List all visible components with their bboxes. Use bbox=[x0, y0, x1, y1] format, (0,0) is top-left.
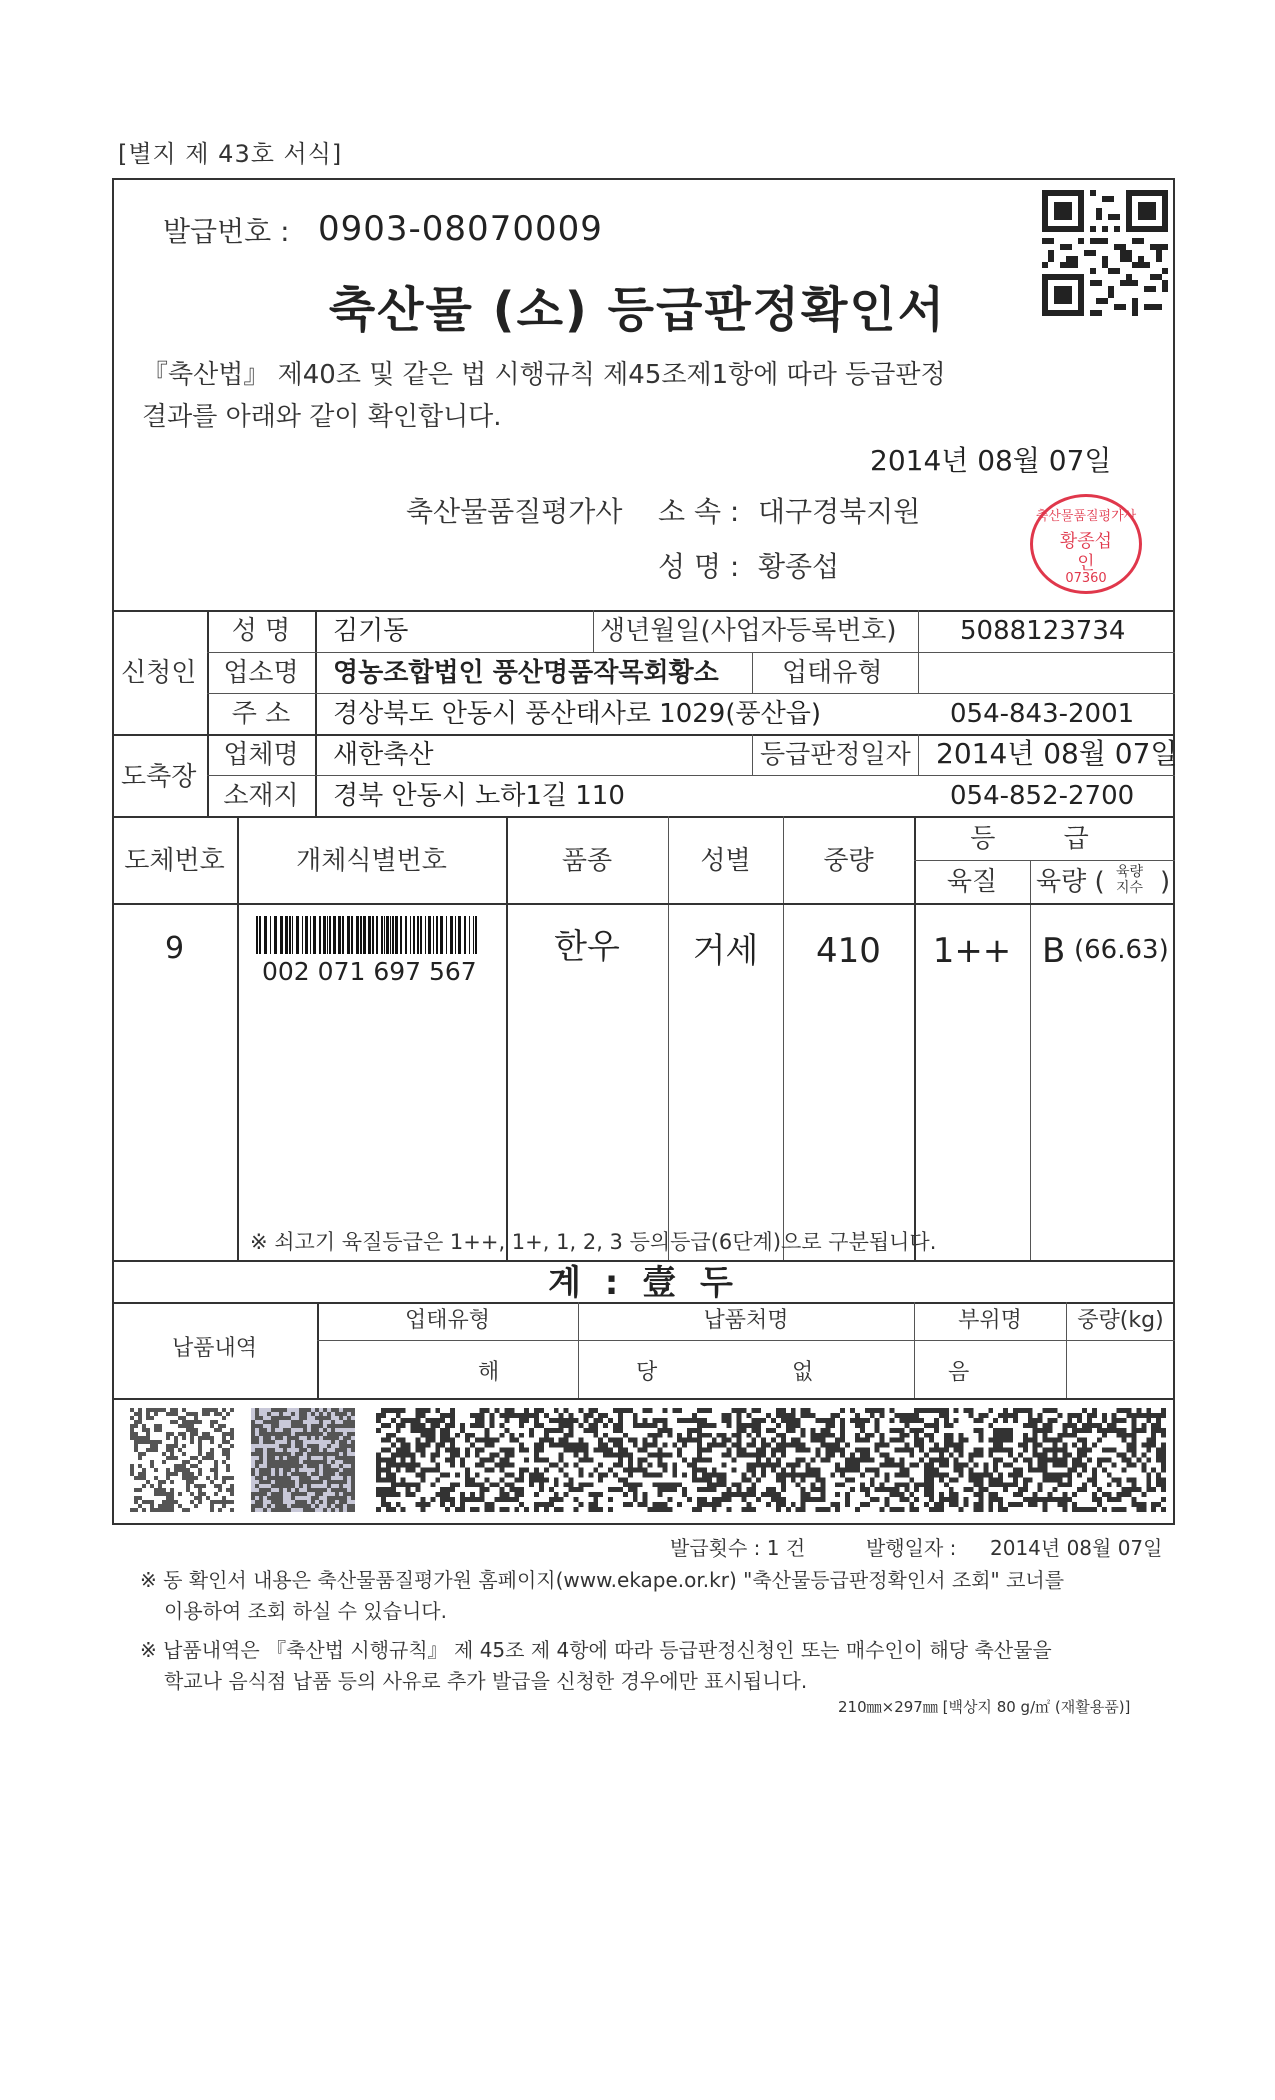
rule bbox=[207, 652, 1175, 653]
individual-id: 002 071 697 567 bbox=[262, 957, 477, 986]
issue-date: 2014년 08월 07일 bbox=[870, 444, 1112, 477]
note-1-line-1: ※ 동 확인서 내용은 축산물품질평가원 홈페이지(www.ekape.or.kr) "축산물등급판정확인서 조회" 코너를 bbox=[140, 1568, 1065, 1592]
note-2-line-1: ※ 납품내역은 『축산법 시행규칙』 제 45조 제 4항에 따라 등급판정신청인 또는 매수인이 해당 축산물을 bbox=[140, 1638, 1052, 1662]
rule bbox=[783, 816, 784, 1260]
form-number-label: [별지 제 43호 서식] bbox=[118, 140, 343, 168]
none-char-4: 음 bbox=[948, 1360, 970, 1385]
sex-header: 성별 bbox=[700, 846, 751, 876]
note-1-line-2: 이용하여 조회 하실 수 있습니다. bbox=[164, 1599, 447, 1623]
rule bbox=[918, 652, 919, 693]
evaluator-label: 축산물품질평가사 bbox=[406, 495, 623, 528]
affiliation-value: 대구경북지원 bbox=[758, 495, 921, 528]
evaluator-name: 황종섭 bbox=[758, 550, 840, 583]
weight-value: 410 bbox=[816, 931, 881, 971]
rule bbox=[752, 734, 753, 775]
seal-text-4: 07360 bbox=[1065, 571, 1107, 586]
rule bbox=[112, 610, 1175, 612]
seal-text-2: 황종섭 bbox=[1059, 531, 1113, 552]
security-code-1 bbox=[130, 1408, 234, 1512]
yield-index-header: 육량 지수 bbox=[1116, 864, 1144, 896]
grading-date-label: 등급판정일자 bbox=[760, 740, 911, 770]
security-code-2 bbox=[250, 1408, 356, 1512]
company-value: 새한축산 bbox=[333, 740, 434, 770]
sex-value: 거세 bbox=[692, 931, 759, 971]
meat-yield-value: B bbox=[1042, 931, 1066, 971]
part-header: 부위명 bbox=[958, 1308, 1022, 1333]
none-char-3: 없 bbox=[792, 1360, 814, 1385]
affiliation-label: 소 속 : bbox=[658, 495, 740, 528]
rule bbox=[752, 652, 753, 693]
delivery-section-label: 납품내역 bbox=[171, 1336, 257, 1361]
breed-value: 한우 bbox=[554, 927, 620, 967]
business-value: 영농조합법인 풍산명품작목회황소 bbox=[333, 658, 719, 688]
issue-date-value: 2014년 08월 07일 bbox=[990, 1536, 1163, 1560]
applicant-phone: 054-843-2001 bbox=[950, 699, 1135, 729]
weight-header: 중량 bbox=[823, 846, 874, 876]
seal-text-1: 축산물품질평가사 bbox=[1035, 509, 1137, 524]
grading-date-value: 2014년 08월 07일 bbox=[936, 737, 1178, 770]
slaughterhouse-phone: 054-852-2700 bbox=[950, 781, 1135, 811]
rule bbox=[237, 816, 239, 1260]
total-count: 계 : 壹 두 bbox=[548, 1263, 739, 1303]
intro-line-2: 결과를 아래와 같이 확인합니다. bbox=[142, 402, 502, 432]
note-2-line-2: 학교나 음식점 납품 등의 사유로 추가 발급을 신청한 경우에만 표시됩니다. bbox=[164, 1669, 808, 1693]
rule bbox=[315, 610, 317, 816]
rule bbox=[112, 1398, 1175, 1400]
rule bbox=[207, 775, 1175, 776]
address-value: 경상북도 안동시 풍산태사로 1029(풍산읍) bbox=[333, 699, 821, 729]
location-label: 소재지 bbox=[223, 781, 299, 811]
issue-count: 발급횟수 : 1 건 bbox=[670, 1536, 806, 1560]
applicant-section-label: 신청인 bbox=[121, 658, 197, 688]
applicant-name: 김기동 bbox=[333, 616, 409, 646]
official-seal bbox=[1030, 494, 1142, 594]
carcass-no-header: 도체번호 bbox=[124, 846, 225, 876]
birth-value: 5088123734 bbox=[960, 616, 1126, 646]
meat-quality-header: 육질 bbox=[946, 867, 998, 897]
grade-note: ※ 쇠고기 육질등급은 1++, 1+, 1, 2, 3 등의등급(6단계)으로 구분됩니다. bbox=[250, 1230, 937, 1254]
yield-header-close: ) bbox=[1160, 867, 1171, 897]
yield-index-value: (66.63) bbox=[1074, 935, 1169, 965]
meat-yield-header: 육량 ( bbox=[1036, 867, 1105, 897]
carcass-no: 9 bbox=[164, 931, 185, 966]
none-char-1: 해 bbox=[478, 1360, 500, 1385]
rule bbox=[112, 734, 1175, 736]
rule bbox=[1030, 860, 1031, 1260]
rule bbox=[112, 903, 1175, 905]
evaluator-name-label: 성 명 : bbox=[658, 550, 740, 583]
individual-id-header: 개체식별번호 bbox=[296, 846, 447, 876]
company-label: 업체명 bbox=[223, 740, 299, 770]
grade-header: 등 급 bbox=[970, 824, 1119, 854]
rule bbox=[317, 1340, 1175, 1341]
none-char-2: 당 bbox=[636, 1360, 658, 1385]
issue-number-label: 발급번호 : bbox=[163, 215, 290, 248]
delivery-type-header: 업태유형 bbox=[404, 1308, 490, 1333]
rule bbox=[207, 693, 1175, 694]
applicant-name-label: 성 명 bbox=[231, 616, 291, 646]
rule bbox=[918, 610, 919, 652]
rule bbox=[506, 816, 508, 1260]
business-type-label: 업태유형 bbox=[782, 658, 883, 688]
seal-text-3: 인 bbox=[1077, 553, 1095, 574]
rule bbox=[918, 734, 919, 775]
breed-header: 품종 bbox=[561, 846, 613, 876]
slaughterhouse-section-label: 도축장 bbox=[121, 762, 197, 792]
security-code-3 bbox=[376, 1408, 1166, 1512]
rule bbox=[112, 816, 1175, 818]
meat-quality-value: 1++ bbox=[932, 931, 1012, 971]
rule bbox=[668, 816, 669, 1260]
barcode-image bbox=[256, 916, 478, 954]
business-label: 업소명 bbox=[223, 658, 299, 688]
birth-label: 생년월일(사업자등록번호) bbox=[600, 616, 897, 646]
issue-number: 0903-08070009 bbox=[318, 209, 603, 249]
paper-spec: 210㎜×297㎜ [백상지 80 g/㎡ (재활용품)] bbox=[838, 1698, 1131, 1716]
address-label: 주 소 bbox=[231, 699, 291, 729]
rule bbox=[593, 610, 594, 652]
location-value: 경북 안동시 노하1길 110 bbox=[333, 781, 625, 811]
document-title: 축산물 (소) 등급판정확인서 bbox=[328, 282, 947, 338]
rule bbox=[112, 1260, 1175, 1262]
rule bbox=[914, 860, 1175, 861]
weight-kg-header: 중량(kg) bbox=[1077, 1308, 1164, 1333]
intro-line-1: 『축산법』 제40조 및 같은 법 시행규칙 제45조제1항에 따라 등급판정 bbox=[142, 360, 946, 390]
delivery-place-header: 납품처명 bbox=[703, 1308, 789, 1333]
issue-date-label: 발행일자 : bbox=[866, 1536, 957, 1560]
